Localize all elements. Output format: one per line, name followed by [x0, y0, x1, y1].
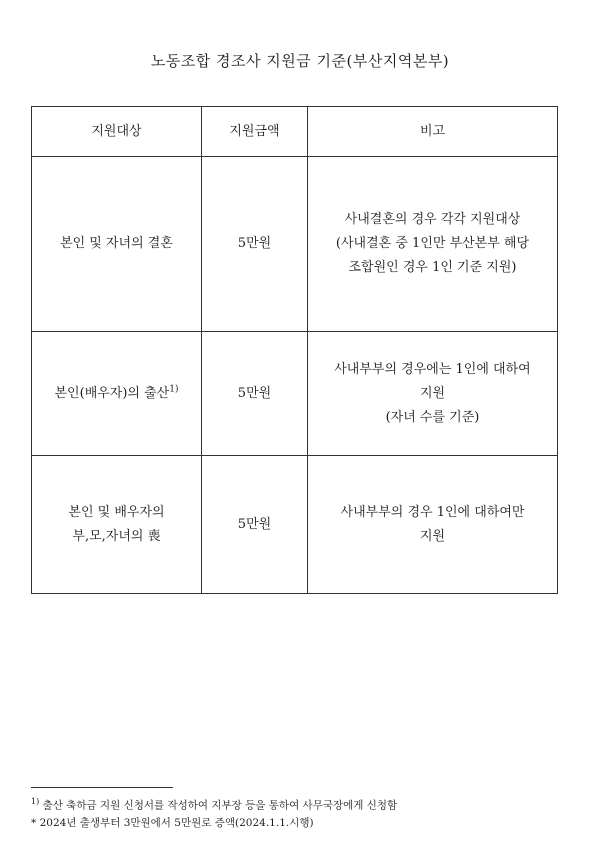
target-cell	[32, 456, 202, 594]
note-text: 지원	[419, 528, 446, 544]
note-text: 사내부부의 경우에는 1인에 대하여	[334, 361, 531, 377]
note-text: 조합원인 경우 1인 기준 지원)	[348, 260, 517, 275]
note-text: 사내부부의 경우 1인에 대하여만	[340, 504, 525, 520]
note-text: 지원	[419, 385, 446, 401]
footnote-mark: 1)	[31, 797, 40, 806]
amount-cell: 5만원	[202, 332, 308, 456]
note-cell	[308, 456, 558, 594]
footnote-1	[31, 793, 397, 815]
target-cell	[32, 157, 202, 332]
note-cell	[308, 332, 558, 456]
footnote-divider	[31, 787, 173, 788]
header-target: 지원대상	[32, 107, 202, 157]
target-text: 본인 및 자녀의 결혼	[60, 236, 173, 251]
target-text: 부,모,자녀의 喪	[72, 528, 161, 544]
target-cell	[32, 332, 202, 456]
table-row	[32, 157, 558, 332]
table-header-row	[32, 107, 558, 157]
target-text: 본인 및 배우자의	[68, 504, 165, 520]
note-text: (자녀 수를 기준)	[385, 409, 480, 425]
amount-cell: 5만원	[202, 157, 308, 332]
support-criteria-table	[31, 106, 558, 594]
target-text: 본인(배우자)의 출산	[54, 385, 170, 401]
note-cell	[308, 157, 558, 332]
table-row	[32, 456, 558, 594]
footnotes	[31, 793, 397, 832]
table-row	[32, 332, 558, 456]
page-title: 노동조합 경조사 지원금 기준(부산지역본부)	[150, 52, 450, 70]
footnote-1-text: 출산 축하금 지원 신청서를 작성하여 지부장 등을 통하여 사무국장에게 신청함	[42, 799, 398, 812]
footnote-2: * 2024년 출생부터 3만원에서 5만원로 증액(2024.1.1.시행)	[31, 816, 314, 829]
note-text: (사내결혼 중 1인만 부산본부 해당	[335, 236, 530, 251]
footnote-ref: 1)	[169, 384, 179, 395]
note-text: 사내결혼의 경우 각각 지원대상	[344, 212, 521, 227]
header-note: 비고	[308, 107, 558, 157]
header-amount: 지원금액	[202, 107, 308, 157]
amount-cell: 5만원	[202, 456, 308, 594]
